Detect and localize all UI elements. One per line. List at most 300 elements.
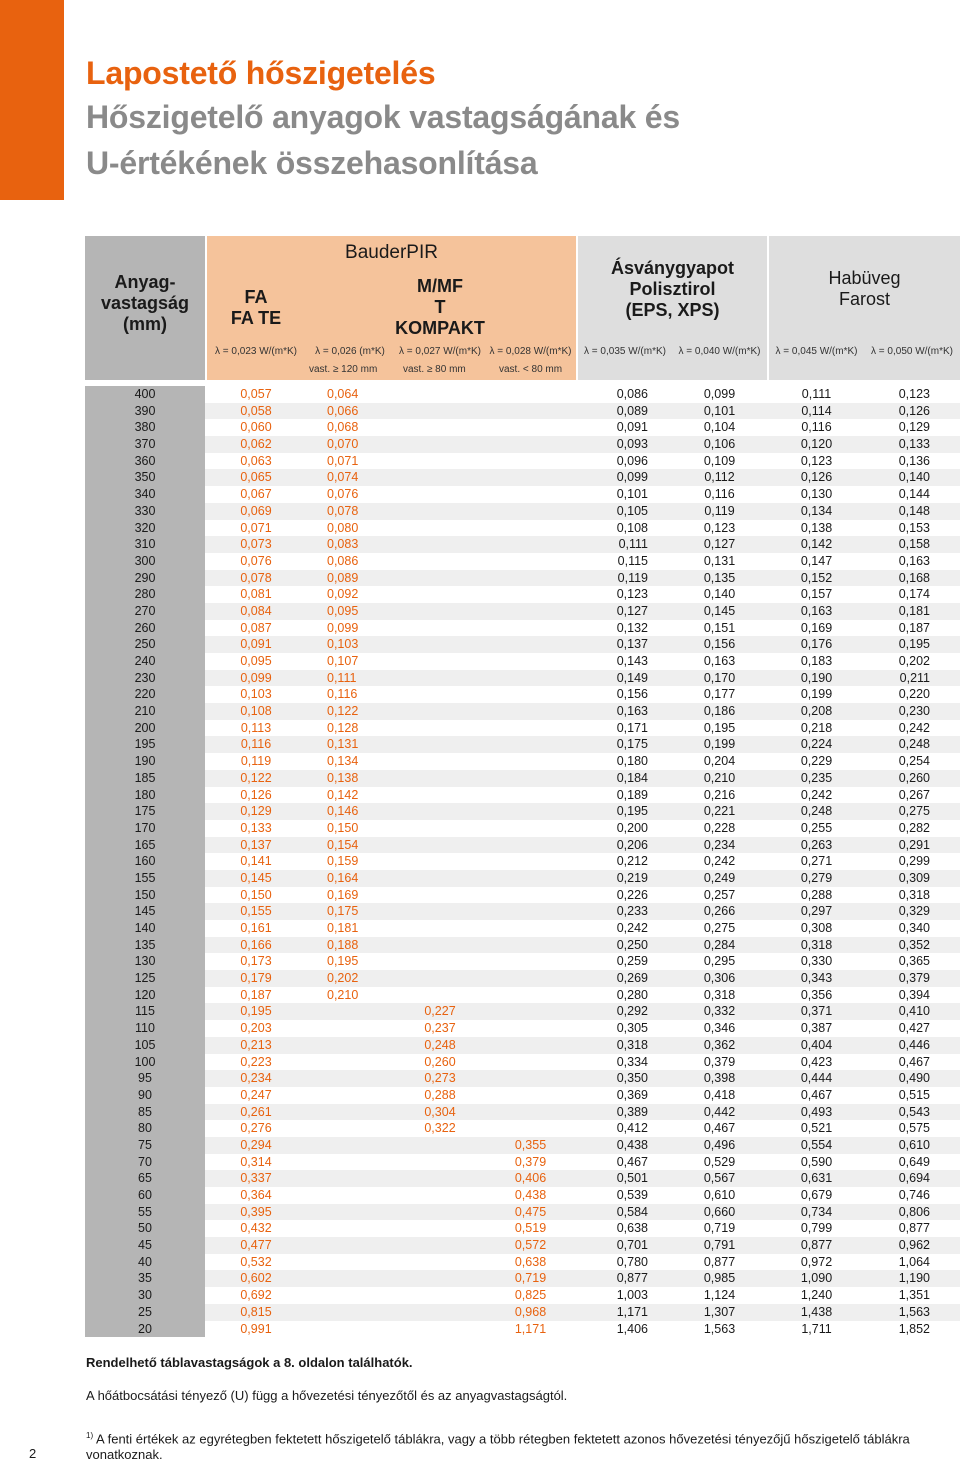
thickness-cell: 280: [85, 586, 205, 603]
u-value-cell: [485, 736, 576, 753]
u-value-cell: 0,294: [240, 1137, 272, 1152]
thickness-cell: 155: [85, 870, 205, 887]
u-value-cell: 0,292: [616, 1004, 648, 1019]
header-mineral-line3: (EPS, XPS): [625, 300, 720, 320]
u-value-cell: 0,234: [703, 837, 736, 852]
u-value-cell: 1,171: [514, 1321, 547, 1336]
u-value-cell: 0,226: [616, 887, 648, 902]
u-value-cell: 0,204: [703, 754, 736, 769]
u-value-cell: 0,985: [703, 1271, 736, 1286]
thickness-cell: 200: [85, 720, 205, 737]
u-value-cell: 0,154: [327, 837, 359, 852]
u-value-cell: 0,078: [240, 570, 272, 585]
thickness-cell: 130: [85, 953, 205, 970]
u-value-cell: 0,242: [703, 854, 736, 869]
u-value-cell: 0,257: [703, 887, 736, 902]
thickness-condition: vast. ≥ 120 mm: [309, 364, 378, 375]
u-value-cell: 0,575: [898, 1121, 930, 1136]
u-value-cell: 0,071: [240, 520, 272, 535]
table-row: [85, 436, 960, 453]
u-value-cell: [395, 736, 485, 753]
u-value-cell: [485, 636, 576, 653]
u-value-cell: [305, 1020, 395, 1037]
u-value-cell: 0,493: [800, 1104, 833, 1119]
table-row: [85, 469, 960, 486]
u-value-cell: [485, 1003, 576, 1020]
footnote: [86, 1428, 946, 1463]
u-value-cell: 0,067: [240, 487, 272, 502]
u-value-cell: 0,142: [327, 787, 359, 802]
u-value-cell: [485, 503, 576, 520]
u-value-cell: 1,563: [703, 1321, 736, 1336]
u-value-cell: 0,529: [703, 1154, 736, 1169]
u-value-cell: [485, 670, 576, 687]
u-value-cell: [395, 436, 485, 453]
u-value-cell: 0,073: [240, 537, 272, 552]
u-value-cell: [395, 1137, 485, 1154]
u-value-cell: 0,306: [703, 971, 736, 986]
u-value-cell: [395, 970, 485, 987]
table-row: [85, 837, 960, 854]
thickness-cell: 85: [85, 1104, 205, 1121]
u-value-cell: 0,554: [800, 1137, 833, 1152]
u-value-cell: 0,398: [703, 1071, 736, 1086]
u-value-cell: [485, 453, 576, 470]
thickness-cell: 55: [85, 1204, 205, 1221]
thickness-cell: 290: [85, 570, 205, 587]
u-value-cell: 0,126: [240, 787, 272, 802]
u-value-cell: [485, 386, 576, 403]
u-value-cell: 0,128: [327, 720, 359, 735]
table-row: [85, 937, 960, 954]
u-value-cell: 0,218: [800, 720, 833, 735]
u-value-cell: 0,129: [898, 420, 930, 435]
header-mineral: [578, 258, 767, 321]
u-value-cell: 0,719: [703, 1221, 736, 1236]
u-value-cell: 0,187: [898, 620, 930, 635]
title-block: [86, 52, 680, 186]
u-value-cell: 0,389: [616, 1104, 648, 1119]
u-value-cell: 0,318: [703, 987, 736, 1002]
u-value-cell: 0,291: [898, 837, 930, 852]
u-value-cell: 0,103: [327, 637, 359, 652]
u-value-cell: [485, 803, 576, 820]
u-value-cell: [485, 1037, 576, 1054]
header-thickness-line1: Anyag-: [114, 272, 176, 292]
u-value-cell: 0,221: [703, 804, 736, 819]
table-row: [85, 486, 960, 503]
u-value-cell: 0,266: [703, 904, 736, 919]
u-value-cell: 0,127: [703, 537, 736, 552]
u-value-cell: [395, 586, 485, 603]
u-value-cell: 0,091: [240, 637, 272, 652]
u-value-cell: [485, 403, 576, 420]
table-row: [85, 1037, 960, 1054]
u-value-cell: 0,126: [800, 470, 833, 485]
u-value-cell: 0,134: [327, 754, 359, 769]
u-value-cell: [395, 1220, 485, 1237]
table-row: [85, 586, 960, 603]
u-value-cell: 0,968: [514, 1304, 547, 1319]
u-value-cell: 0,329: [898, 904, 930, 919]
u-value-note: A hőátbocsátási tényező (U) függ a hővezetési tényezőtől és az anyagvastagságtól.: [86, 1388, 568, 1403]
u-value-cell: [485, 553, 576, 570]
u-value-cell: 0,123: [898, 387, 930, 401]
u-value-cell: 0,496: [703, 1137, 736, 1152]
u-value-cell: 1,711: [801, 1321, 832, 1336]
u-value-cell: 0,134: [800, 503, 833, 518]
header-mmf-line3: KOMPAKT: [395, 318, 485, 338]
u-value-cell: [485, 920, 576, 937]
u-value-cell: [395, 920, 485, 937]
u-value-cell: 0,369: [616, 1087, 648, 1102]
table-row: [85, 1287, 960, 1304]
u-value-cell: 0,169: [327, 887, 359, 902]
table-row: [85, 1104, 960, 1121]
u-value-cell: 0,273: [424, 1071, 456, 1086]
u-value-cell: 0,322: [424, 1121, 456, 1136]
u-value-cell: 0,229: [800, 754, 833, 769]
u-value-cell: 0,195: [240, 1004, 272, 1019]
u-value-cell: 0,111: [801, 387, 832, 401]
thickness-cell: 100: [85, 1054, 205, 1071]
u-value-cell: 0,371: [800, 1004, 833, 1019]
u-value-cell: 0,171: [616, 720, 648, 735]
u-value-cell: 0,144: [898, 487, 930, 502]
u-value-cell: 0,155: [240, 904, 272, 919]
u-value-cell: [305, 1187, 395, 1204]
u-value-cell: 0,159: [327, 854, 359, 869]
u-value-cell: 0,083: [327, 537, 359, 552]
u-value-cell: 0,701: [616, 1238, 648, 1253]
u-value-cell: 0,288: [800, 887, 833, 902]
u-value-cell: 0,250: [616, 937, 648, 952]
u-value-cell: [485, 770, 576, 787]
u-value-cell: 0,116: [240, 737, 272, 752]
table-row: [85, 1070, 960, 1087]
u-value-cell: 0,638: [514, 1254, 547, 1269]
u-value-cell: 0,343: [800, 971, 833, 986]
table-row: [85, 1237, 960, 1254]
u-value-cell: 0,080: [327, 520, 359, 535]
thickness-cell: 220: [85, 686, 205, 703]
u-value-cell: [305, 1003, 395, 1020]
u-value-cell: 0,176: [800, 637, 833, 652]
u-value-cell: [305, 1304, 395, 1321]
u-value-cell: 0,305: [616, 1021, 648, 1036]
u-value-cell: 1,351: [898, 1288, 930, 1303]
u-value-cell: 0,076: [240, 553, 272, 568]
u-value-cell: 0,638: [616, 1221, 648, 1236]
lambda-label: λ = 0,040 W/(m*K): [678, 346, 761, 357]
u-value-cell: [395, 1237, 485, 1254]
thickness-cell: 300: [85, 553, 205, 570]
u-value-cell: 0,183: [800, 654, 833, 668]
table-row: [85, 1120, 960, 1137]
u-value-cell: 0,180: [616, 754, 648, 769]
u-value-cell: 0,362: [703, 1037, 736, 1052]
u-value-cell: [395, 820, 485, 837]
u-value-cell: 0,260: [424, 1054, 456, 1069]
u-value-cell: 0,247: [240, 1087, 272, 1102]
table-row: [85, 1003, 960, 1020]
u-value-cell: 0,719: [514, 1271, 547, 1286]
u-value-cell: 0,230: [898, 704, 930, 719]
u-value-cell: 0,825: [514, 1288, 547, 1303]
u-value-cell: 0,438: [514, 1188, 547, 1202]
u-value-cell: 0,127: [616, 603, 648, 618]
u-value-cell: [485, 1104, 576, 1121]
u-value-cell: 0,175: [327, 904, 359, 919]
u-value-cell: 0,084: [240, 603, 272, 618]
u-value-cell: 0,467: [703, 1121, 736, 1136]
u-value-cell: [395, 603, 485, 620]
u-value-cell: 0,235: [800, 770, 833, 785]
table-row: [85, 1204, 960, 1221]
thickness-cell: 320: [85, 520, 205, 537]
u-value-cell: 0,276: [240, 1121, 272, 1136]
u-value-cell: 0,101: [703, 403, 736, 418]
u-value-cell: 0,137: [616, 637, 648, 652]
u-value-cell: 0,404: [800, 1037, 833, 1052]
u-value-cell: 0,123: [703, 520, 736, 535]
u-value-cell: 0,135: [703, 570, 736, 585]
u-value-cell: 0,116: [327, 687, 358, 702]
table-row: [85, 570, 960, 587]
footnote-text: A fenti értékek az egyrétegben fektetett hőszigetelő táblákra, vagy a több rétegben fektetett azonos hővezetési tényezőjű hőszigetelő táblákra vonatkoznak.: [86, 1431, 910, 1463]
table-row: [85, 920, 960, 937]
u-value-cell: [305, 1237, 395, 1254]
u-value-cell: 0,086: [327, 553, 359, 568]
u-value-cell: 0,133: [898, 437, 930, 452]
u-value-cell: 0,150: [240, 887, 272, 902]
u-value-cell: 0,791: [703, 1238, 736, 1253]
u-value-cell: 0,213: [240, 1037, 272, 1052]
u-value-cell: 0,318: [898, 887, 930, 902]
table-row: [85, 1020, 960, 1037]
u-value-cell: 0,122: [327, 704, 359, 719]
u-value-cell: 0,087: [240, 620, 272, 635]
u-value-cell: 0,057: [240, 387, 272, 401]
u-value-cell: 0,169: [800, 620, 833, 635]
u-value-cell: [485, 703, 576, 720]
u-value-cell: 0,123: [616, 587, 648, 602]
u-value-cell: 0,271: [800, 854, 833, 869]
table-header: [85, 236, 960, 380]
thickness-cell: 360: [85, 453, 205, 470]
u-value-cell: 0,132: [616, 620, 648, 635]
u-value-cell: 0,340: [898, 921, 930, 935]
u-value-cell: 0,314: [240, 1154, 272, 1169]
u-value-cell: 0,337: [240, 1171, 272, 1186]
u-value-cell: 0,190: [800, 670, 833, 685]
u-value-cell: [395, 686, 485, 703]
u-value-cell: [395, 503, 485, 520]
u-value-cell: [485, 720, 576, 737]
u-value-cell: 0,249: [703, 870, 736, 885]
u-value-cell: 0,282: [898, 820, 930, 835]
u-value-cell: [305, 1321, 395, 1338]
u-value-cell: 0,477: [240, 1238, 272, 1253]
u-value-cell: 0,195: [616, 804, 648, 819]
thickness-cell: 190: [85, 753, 205, 770]
u-value-cell: 0,227: [424, 1004, 456, 1019]
u-value-cell: 0,158: [898, 537, 930, 552]
table-row: [85, 720, 960, 737]
u-value-cell: [395, 937, 485, 954]
u-value-cell: [485, 970, 576, 987]
table-row: [85, 903, 960, 920]
u-value-cell: [395, 987, 485, 1004]
u-value-cell: 0,332: [703, 1004, 736, 1019]
u-value-cell: [485, 837, 576, 854]
u-value-cell: 0,308: [800, 921, 833, 935]
u-value-cell: [395, 803, 485, 820]
u-value-cell: 0,078: [327, 503, 359, 518]
u-value-cell: [485, 753, 576, 770]
u-value-cell: 0,156: [616, 687, 648, 702]
u-value-cell: 0,602: [240, 1271, 272, 1286]
table-body: [85, 386, 960, 1337]
thickness-cell: 65: [85, 1170, 205, 1187]
header-foamglass-line1: Habüveg: [828, 268, 901, 288]
table-row: [85, 1187, 960, 1204]
u-value-cell: 0,746: [898, 1188, 930, 1202]
u-value-cell: [395, 1304, 485, 1321]
u-value-cell: 0,216: [703, 787, 736, 802]
u-value-cell: 0,679: [800, 1188, 833, 1202]
u-value-cell: 0,379: [514, 1154, 547, 1169]
table-row: [85, 736, 960, 753]
u-value-cell: 0,202: [327, 971, 359, 986]
lambda-label: λ = 0,045 W/(m*K): [775, 346, 858, 357]
u-value-cell: 0,330: [800, 954, 833, 969]
u-value-cell: 0,181: [327, 921, 359, 935]
table-row: [85, 853, 960, 870]
u-value-cell: [395, 419, 485, 436]
u-value-cell: [485, 469, 576, 486]
u-value-cell: 0,248: [800, 804, 833, 819]
u-value-cell: 0,164: [327, 870, 359, 885]
u-value-cell: 1,003: [616, 1288, 648, 1303]
u-value-cell: [305, 1204, 395, 1221]
u-value-cell: [485, 603, 576, 620]
u-value-cell: 0,210: [327, 987, 359, 1002]
u-value-cell: 0,114: [801, 403, 832, 418]
u-value-cell: 0,438: [616, 1137, 648, 1152]
u-value-cell: 0,394: [898, 987, 930, 1002]
u-value-cell: [485, 1054, 576, 1071]
u-value-cell: [395, 469, 485, 486]
u-value-cell: 0,242: [898, 720, 930, 735]
header-fa-line1: FA: [244, 287, 268, 307]
u-value-cell: 0,068: [327, 420, 359, 435]
header-mmf-line1: M/MF: [417, 276, 463, 296]
u-value-cell: 1,124: [703, 1288, 736, 1303]
u-value-cell: 0,060: [240, 420, 272, 435]
thickness-cell: 110: [85, 1020, 205, 1037]
u-value-cell: [485, 987, 576, 1004]
lambda-label: λ = 0,028 W/(m*K): [489, 346, 572, 357]
u-value-cell: 0,467: [800, 1087, 833, 1102]
u-value-cell: 0,275: [703, 921, 736, 935]
u-value-cell: 0,166: [240, 937, 272, 952]
u-value-cell: 0,089: [327, 570, 359, 585]
u-value-cell: 0,101: [616, 487, 648, 502]
thickness-cell: 135: [85, 937, 205, 954]
table-row: [85, 520, 960, 537]
u-value-cell: [485, 953, 576, 970]
u-value-cell: 0,649: [898, 1154, 930, 1169]
u-value-cell: 0,186: [703, 704, 736, 719]
u-value-cell: 0,089: [616, 403, 648, 418]
thickness-cell: 390: [85, 403, 205, 420]
table-row: [85, 1321, 960, 1338]
u-value-cell: 0,116: [801, 420, 832, 435]
u-value-cell: 0,122: [240, 770, 272, 785]
u-value-cell: 0,177: [703, 687, 736, 702]
u-value-cell: 0,280: [616, 987, 648, 1002]
page-number: 2: [29, 1446, 37, 1461]
u-value-cell: [395, 853, 485, 870]
u-value-cell: [395, 1187, 485, 1204]
u-value-cell: [395, 570, 485, 587]
u-value-cell: 0,064: [327, 387, 359, 401]
comparison-table: [85, 236, 960, 1337]
u-value-cell: 0,877: [800, 1238, 833, 1253]
u-value-cell: 0,109: [703, 453, 736, 468]
u-value-cell: 0,137: [240, 837, 272, 852]
u-value-cell: [305, 1120, 395, 1137]
u-value-cell: 0,211: [899, 670, 930, 685]
thickness-cell: 400: [85, 386, 205, 403]
thickness-cell: 165: [85, 837, 205, 854]
u-value-cell: [395, 453, 485, 470]
thickness-cell: 350: [85, 469, 205, 486]
u-value-cell: 0,156: [703, 637, 736, 652]
u-value-cell: 0,174: [898, 587, 930, 602]
header-mineral-line1: Ásványgyapot: [610, 258, 735, 278]
u-value-cell: 0,099: [703, 387, 736, 401]
u-value-cell: 0,567: [703, 1171, 736, 1186]
u-value-cell: 0,189: [616, 787, 648, 802]
u-value-cell: 0,152: [800, 570, 833, 585]
u-value-cell: [305, 1070, 395, 1087]
u-value-cell: 0,423: [800, 1054, 833, 1069]
table-row: [85, 787, 960, 804]
u-value-cell: [485, 570, 576, 587]
u-value-cell: 0,200: [616, 820, 648, 835]
u-value-cell: [305, 1137, 395, 1154]
u-value-cell: 0,163: [616, 704, 648, 719]
u-value-cell: 0,799: [800, 1221, 833, 1236]
u-value-cell: [485, 1020, 576, 1037]
u-value-cell: [305, 1104, 395, 1121]
u-value-cell: [395, 620, 485, 637]
u-value-cell: 0,099: [327, 620, 359, 635]
u-value-cell: 0,157: [800, 587, 833, 602]
table-row: [85, 620, 960, 637]
u-value-cell: 0,297: [800, 904, 833, 919]
thickness-cell: 70: [85, 1154, 205, 1171]
u-value-cell: [395, 403, 485, 420]
lambda-label: λ = 0,023 W/(m*K): [215, 346, 297, 357]
u-value-cell: 0,093: [616, 437, 648, 452]
u-value-cell: 0,063: [240, 453, 272, 468]
u-value-cell: 0,076: [327, 487, 359, 502]
thickness-cell: 330: [85, 503, 205, 520]
u-value-cell: 0,219: [616, 870, 648, 885]
